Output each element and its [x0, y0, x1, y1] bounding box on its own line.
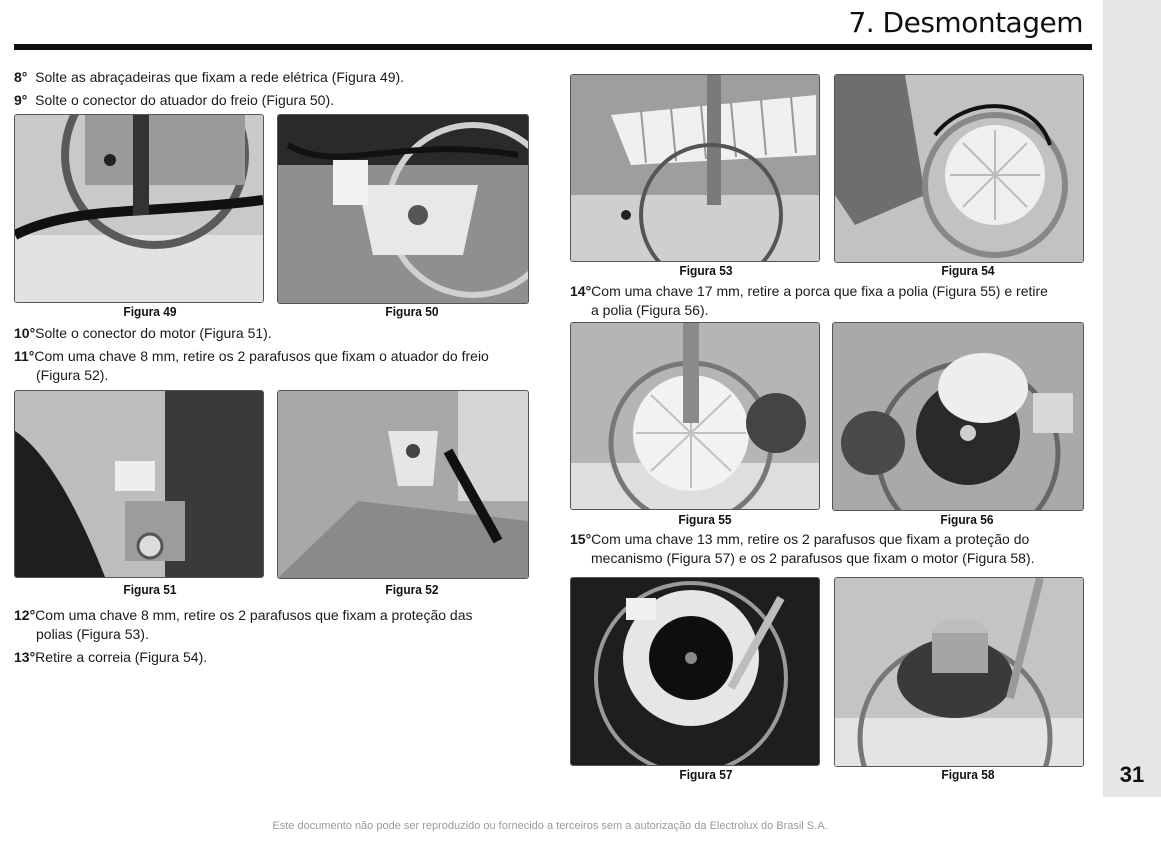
figure-57-caption: Figura 57 — [679, 767, 733, 782]
figure-52-caption: Figura 52 — [385, 582, 439, 597]
figure-56-photo — [832, 322, 1084, 511]
figure-51-caption: Figura 51 — [123, 582, 177, 597]
section-title: 7. Desmontagem — [848, 6, 1083, 39]
step-10: 10°Solte o conector do motor (Figura 51). — [14, 325, 272, 341]
step-12: 12°Com uma chave 8 mm, retire os 2 parafusos que fixam a proteção das polias (Figura 53). — [14, 607, 473, 642]
figure-52-photo — [277, 390, 529, 579]
figure-49-photo — [14, 114, 264, 303]
step-13: 13°Retire a correia (Figura 54). — [14, 649, 208, 665]
step-8: 8° Solte as abraçadeiras que fixam a rede elétrica (Figura 49). — [14, 69, 405, 85]
right-sidebar — [1103, 0, 1161, 797]
figure-55-photo — [570, 322, 820, 510]
figure-54-photo — [834, 74, 1084, 263]
figure-53-photo — [570, 74, 820, 262]
figure-58-caption: Figura 58 — [941, 767, 995, 782]
figure-55-caption: Figura 55 — [678, 512, 732, 527]
step-15: 15°Com uma chave 13 mm, retire os 2 parafusos que fixam a proteção do mecanismo (Figura 57) e os 2 parafusos que fixam o motor (Figura 58). — [570, 531, 1035, 566]
figure-50-caption: Figura 50 — [385, 304, 439, 319]
header-rule — [14, 44, 1092, 50]
figure-56-caption: Figura 56 — [940, 512, 994, 527]
figure-50-photo — [277, 114, 529, 304]
figure-49-caption: Figura 49 — [123, 304, 177, 319]
step-9: 9° Solte o conector do atuador do freio (Figura 50). — [14, 92, 335, 108]
figure-57-photo — [570, 577, 820, 766]
figure-54-caption: Figura 54 — [941, 263, 995, 278]
figure-58-photo — [834, 577, 1084, 767]
step-11: 11°Com uma chave 8 mm, retire os 2 parafusos que fixam o atuador do freio (Figura 52). — [14, 348, 489, 383]
footer-disclaimer: Este documento não pode ser reproduzido ou fornecido a terceiros sem a autorização da Electrolux do Brasil S.A. — [272, 820, 828, 832]
figure-53-caption: Figura 53 — [679, 263, 733, 278]
page-number: 31 — [1119, 762, 1145, 787]
step-14: 14°Com uma chave 17 mm, retire a porca que fixa a polia (Figura 55) e retire a polia (Figura 56). — [570, 283, 1048, 318]
figure-51-photo — [14, 390, 264, 578]
